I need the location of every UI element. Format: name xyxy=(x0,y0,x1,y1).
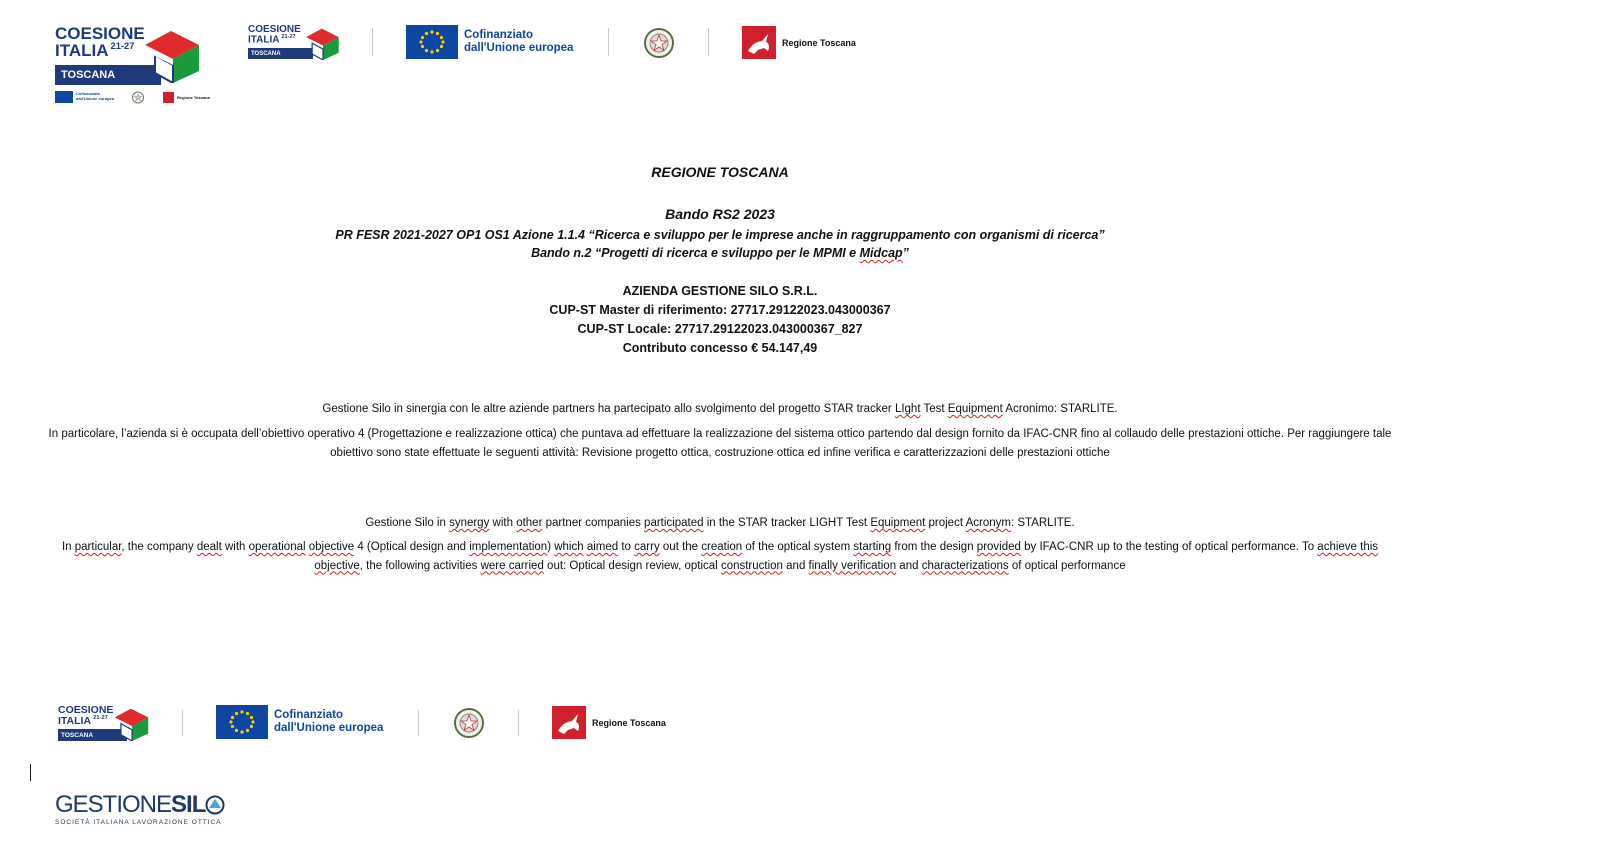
coesione-line1: COESIONE xyxy=(55,24,145,43)
text-run: ) xyxy=(547,541,555,553)
text-run: with xyxy=(489,517,517,529)
company-name: AZIENDA GESTIONE SILO S.R.L. xyxy=(622,284,818,298)
footer-pegasus-icon xyxy=(552,706,586,739)
spellcheck-word: achieve this objective xyxy=(314,541,1379,572)
text-run: , the following activities xyxy=(359,559,481,572)
text-run: Gestione Silo in xyxy=(365,517,450,529)
italian-paragraph-1: Gestione Silo in sinergia con le altre aziende partners ha partecipato allo svolgimento del progetto STAR tracker LIght Test Equipment Acronimo: STARLITE. xyxy=(322,403,1118,415)
footer-eu-logo: Cofinanziato dall'Unione europea xyxy=(216,705,383,739)
eu-mini-flag-icon xyxy=(55,91,73,103)
header-separator xyxy=(608,28,609,56)
coesione-cube-icon xyxy=(135,25,201,83)
silo-lens-icon xyxy=(205,795,225,815)
pegasus-icon xyxy=(742,26,776,59)
text-run: out the xyxy=(659,541,702,553)
spellcheck-word: which xyxy=(554,541,584,553)
gestione-silo-logo: GESTIONESIL SOCIETÀ ITALIANA LAVORAZIONE OTTICA xyxy=(55,793,225,826)
text-run: , the company xyxy=(121,541,197,553)
italy-emblem-mini-icon xyxy=(132,91,144,104)
header-separator xyxy=(708,28,709,56)
spellcheck-word: particular xyxy=(74,541,122,553)
italy-emblem-icon xyxy=(643,26,675,60)
coesione-cube-icon-small xyxy=(300,25,340,60)
spellcheck-word: Acronym xyxy=(965,517,1011,529)
text-run: with xyxy=(221,541,249,553)
eu-line2: dall'Unione europea xyxy=(464,42,574,54)
spellcheck-word: objective xyxy=(308,541,355,553)
text-run: project xyxy=(925,517,966,529)
regione-toscana-logo xyxy=(742,26,856,59)
eu-cofinanziato-logo xyxy=(406,25,573,59)
text-run: of optical performance xyxy=(1008,559,1126,572)
regione-toscana-mini-logo: Regione Toscana xyxy=(163,92,210,103)
spellcheck-word: synergy xyxy=(449,517,490,529)
pegasus-mini-icon xyxy=(163,92,174,103)
spellcheck-word: were carried xyxy=(480,559,544,572)
italian-paragraph-2: In particolare, l’azienda si è occupata dell’obiettivo operativo 4 (Progettazione e realizzazione ottica) che puntava ad effettuare la realizzazione del sistema ottico partendo dal design fornito da IFAC-CNR fino al collaudo delle prestazioni ottiche. Per raggiungere tale obiettivo sono state effettuate le seguenti attività: Revisione progetto ottica, costruzione ottica ed infine verifica e caratterizzazioni delle prestazioni ottiche xyxy=(48,428,1392,459)
spellcheck-word: starting xyxy=(853,541,892,553)
english-paragraph-2 xyxy=(40,538,1400,575)
spellcheck-word: carry xyxy=(634,541,660,553)
gestione-silo-tagline: SOCIETÀ ITALIANA LAVORAZIONE OTTICA xyxy=(55,819,222,826)
spellcheck-word: Equipment xyxy=(870,517,926,529)
english-paragraph-1 xyxy=(40,514,1400,533)
text-run: out: Optical design review, optical xyxy=(543,559,721,572)
spellcheck-word: characterizations xyxy=(921,559,1009,572)
bando-title: Bando RS2 2023 xyxy=(665,206,775,222)
bando-line: Bando n.2 “Progetti di ricerca e sviluppo per le MPMI e Midcap” xyxy=(531,246,909,260)
spellcheck-word: construction xyxy=(720,559,783,572)
spellcheck-word: operational xyxy=(248,541,306,553)
text-run: In xyxy=(61,541,75,553)
spellcheck-word: other xyxy=(516,517,543,529)
text-run: partner companies xyxy=(542,517,645,529)
spellcheck-word: provided xyxy=(976,541,1021,553)
footer-coesione-logo: COESIONE ITALIA $^{21-27}$ TOSCANA xyxy=(58,705,127,741)
eu-mini-logo: Cofinanziato dall'Unione europea xyxy=(55,91,114,103)
coesione-years: 21-27 xyxy=(110,41,135,52)
footer-separator xyxy=(418,710,419,736)
coesione-region: TOSCANA xyxy=(61,69,116,81)
contribution: Contributo concesso € 54.147,49 xyxy=(622,341,818,355)
spellcheck-word: implementation xyxy=(469,541,548,553)
cup-local: CUP-ST Locale: 27717.29122023.043000367_827 xyxy=(577,322,863,336)
regione-toscana-label: Regione Toscana xyxy=(782,37,856,48)
text-run: of the optical system xyxy=(742,541,854,553)
spellcheck-word: participated xyxy=(644,517,704,529)
coesione-logo-small: COESIONE ITALIA $^{21-27}$ TOSCANA xyxy=(248,25,313,59)
footer-eu-flag-icon xyxy=(216,705,268,739)
spellcheck-word: finally verification xyxy=(808,559,897,572)
cup-master: CUP-ST Master di riferimento: 27717.29122023.043000367 xyxy=(549,303,891,317)
text-run: : STARLITE. xyxy=(1010,517,1075,529)
footer-regione-toscana-logo: Regione Toscana xyxy=(552,706,666,739)
spellcheck-word: dealt xyxy=(196,541,222,553)
text-run: in the STAR tracker LIGHT Test xyxy=(703,517,871,529)
footer-italy-emblem-icon xyxy=(453,706,485,740)
eu-line1: Cofinanziato xyxy=(464,28,533,41)
spellcheck-word: Midcap xyxy=(859,246,903,260)
eu-flag-icon xyxy=(406,25,458,59)
footer-coesione-cube-icon xyxy=(108,705,150,741)
text-run: and xyxy=(782,559,809,572)
text-run: by IFAC-CNR up to the testing of optical performance. To xyxy=(1020,541,1318,553)
text-run: to xyxy=(618,541,635,553)
text-run: 4 (Optical design and xyxy=(354,541,470,553)
spellcheck-word: creation xyxy=(701,541,743,553)
text-run: from the design xyxy=(891,541,977,553)
region-title: REGIONE TOSCANA xyxy=(651,164,789,180)
header-separator xyxy=(372,28,373,56)
program-line: PR FESR 2021-2027 OP1 OS1 Azione 1.1.4 “Ricerca e sviluppo per le imprese anche in raggruppamento con organismi di ricerca” xyxy=(335,228,1105,242)
footer-separator xyxy=(182,710,183,736)
coesione-logo-large xyxy=(55,25,161,85)
text-run: and xyxy=(896,559,922,572)
footer-separator xyxy=(518,710,519,736)
spellcheck-word: aimed xyxy=(586,541,619,553)
eu-stars-icon xyxy=(406,25,458,59)
text-cursor[interactable] xyxy=(30,764,31,781)
coesione-line2: ITALIA xyxy=(55,41,109,60)
